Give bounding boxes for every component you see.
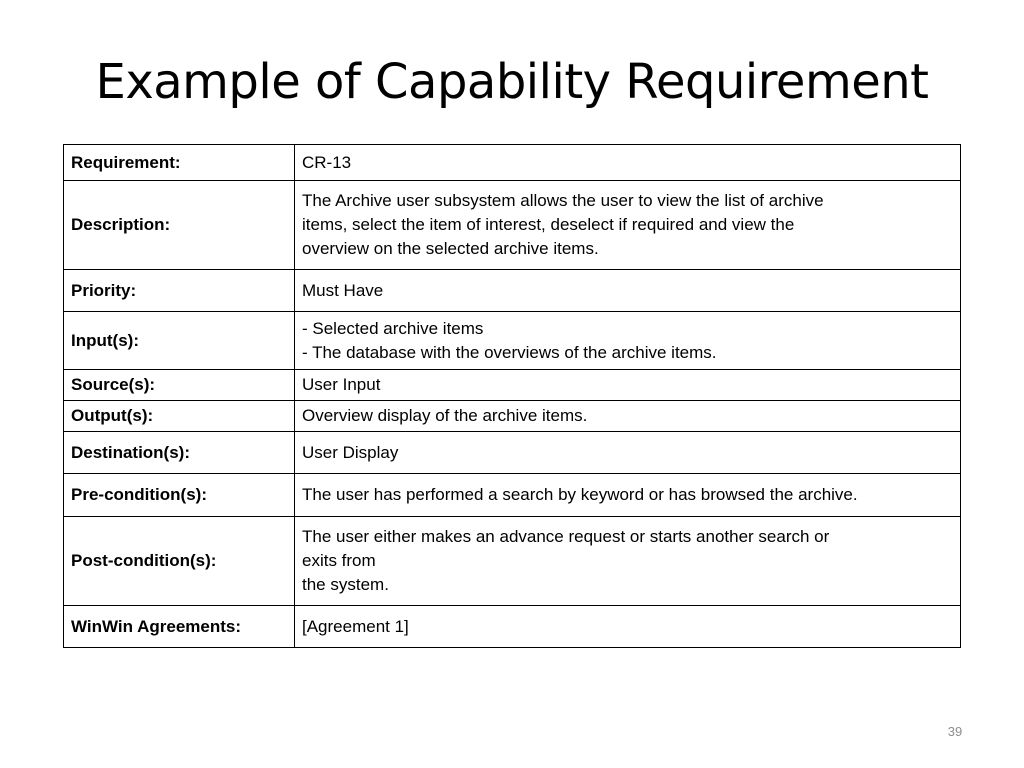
row-label: Output(s): — [64, 401, 295, 432]
row-value: [Agreement 1] — [295, 606, 961, 648]
table-row-sources — [64, 370, 961, 401]
slide-title: Example of Capability Requirement — [95, 54, 929, 110]
table-row-destinations — [64, 432, 961, 474]
table-row-winwin-agreements — [64, 606, 961, 648]
table-row-description — [64, 181, 961, 270]
row-label: Destination(s): — [64, 432, 295, 474]
table-row-outputs — [64, 401, 961, 432]
row-value: - Selected archive items - The database with the overviews of the archive items. — [295, 312, 961, 370]
row-value: The user has performed a search by keyword or has browsed the archive. — [295, 474, 961, 517]
row-value: The user either makes an advance request or starts another search or exits from the system. — [295, 517, 961, 606]
page-number: 39 — [947, 724, 963, 739]
row-value: User Display — [295, 432, 961, 474]
table-row-requirement — [64, 145, 961, 181]
row-label: Requirement: — [64, 145, 295, 181]
table-row-inputs — [64, 312, 961, 370]
row-value: Must Have — [295, 270, 961, 312]
row-label: Post-condition(s): — [64, 517, 295, 606]
row-value: CR-13 — [295, 145, 961, 181]
table-row-postconditions — [64, 517, 961, 606]
table-row-preconditions — [64, 474, 961, 517]
requirement-table — [63, 144, 961, 648]
row-label: Pre-condition(s): — [64, 474, 295, 517]
row-label: Description: — [64, 181, 295, 270]
row-value: User Input — [295, 370, 961, 401]
table-row-priority — [64, 270, 961, 312]
row-label: Priority: — [64, 270, 295, 312]
row-label: Source(s): — [64, 370, 295, 401]
row-label: Input(s): — [64, 312, 295, 370]
row-value: Overview display of the archive items. — [295, 401, 961, 432]
row-label: WinWin Agreements: — [64, 606, 295, 648]
row-value: The Archive user subsystem allows the user to view the list of archive items, select the item of interest, deselect if required and view the overview on the selected archive items. — [295, 181, 961, 270]
